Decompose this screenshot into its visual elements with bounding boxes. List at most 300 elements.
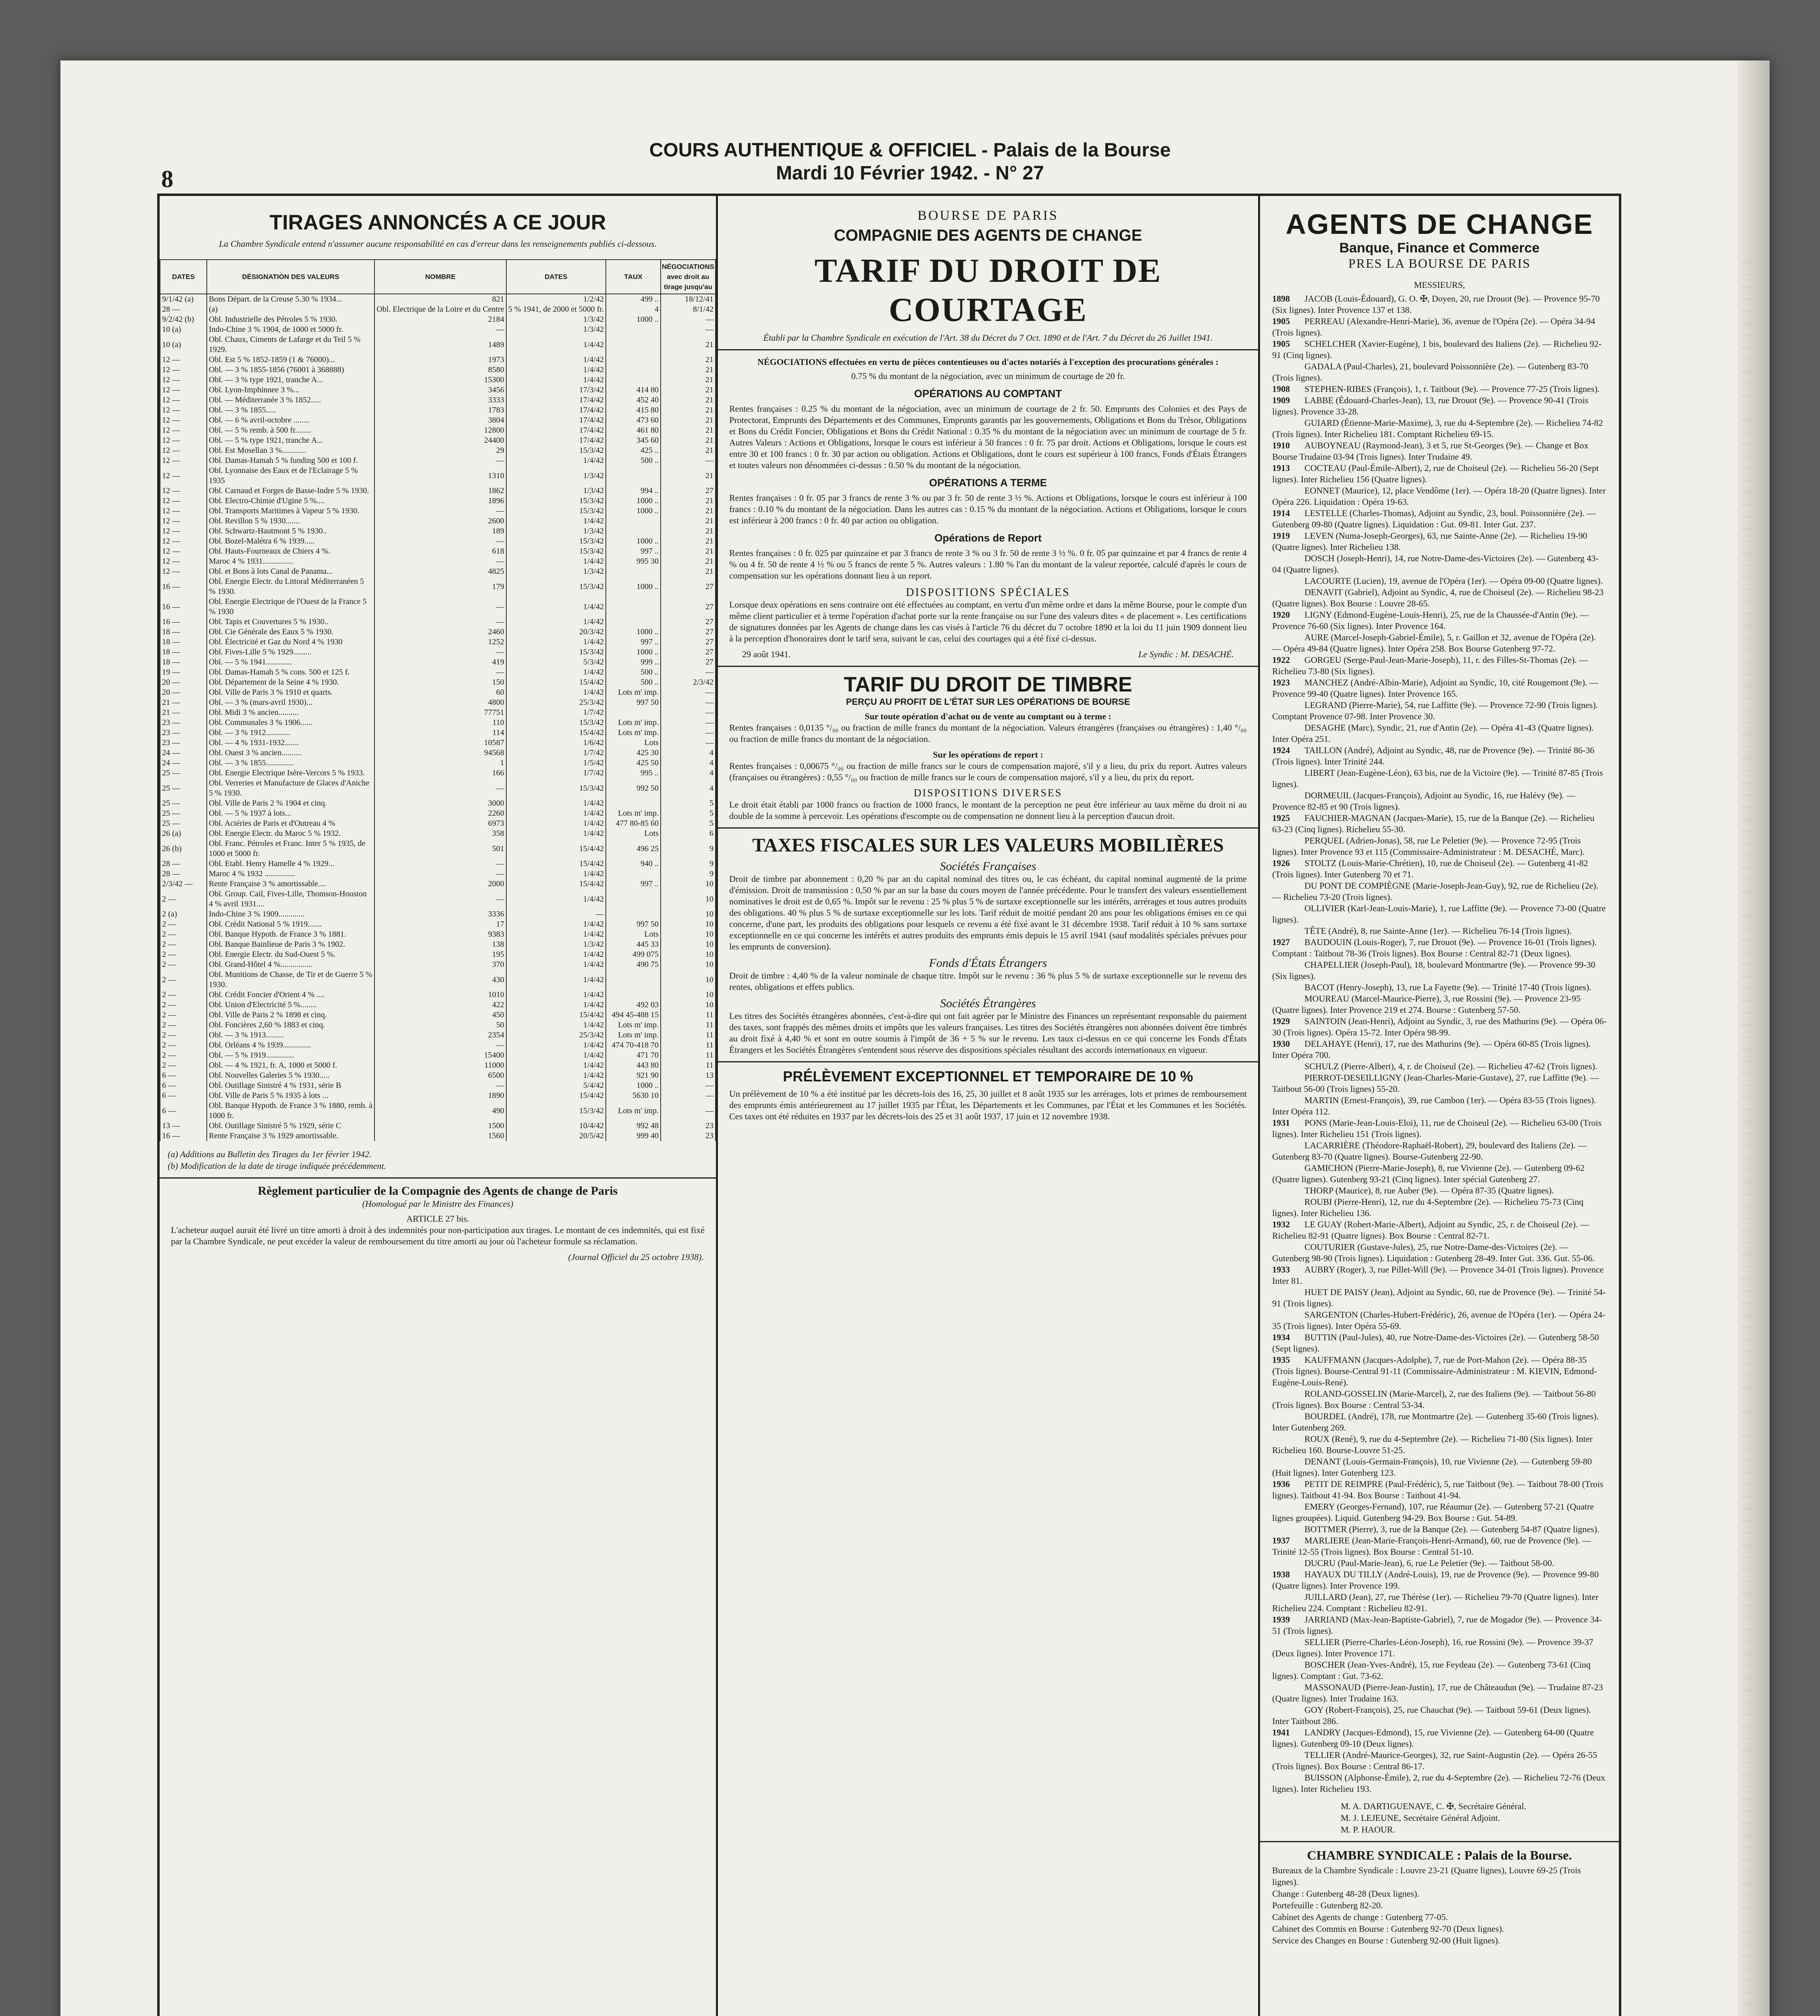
table-cell: Obl. Munitions de Chasse, de Tir et de Guerre 5 % 1930. [207, 970, 374, 990]
page-header [0, 101, 1820, 192]
report-title: Opérations de Report [934, 532, 1042, 544]
table-cell: Obl. Energie Electr. du Littoral Méditerranéen 5 % 1930. [207, 577, 374, 597]
agent-year: 1939 [1272, 1614, 1290, 1624]
table-cell: 15/4/42 [506, 859, 606, 869]
table-cell: Obl. Lyonnaise des Eaux et de l'Eclairage 5 % 1935 [207, 466, 374, 486]
table-row [160, 466, 716, 486]
table-cell: 501 [374, 839, 506, 859]
table-cell: Obl. — 3 % 1912............ [207, 728, 374, 738]
agent-text: MOUREAU (Marcel-Maurice-Pierre), 3, rue Rossini (9e). — Provence 23-95 (Quatre lignes). Inter Provence 219 et 274. Bourse : Gutenberg 57-50. [1272, 993, 1581, 1015]
table-cell: 18 — [160, 637, 207, 647]
table-cell: 25 — [160, 778, 207, 798]
table-cell: 20/5/42 [506, 1131, 606, 1141]
table-cell: 490 [374, 1101, 506, 1121]
table-cell: 17/4/42 [506, 425, 606, 435]
table-cell: 24 — [160, 758, 207, 768]
table-cell: 21 [661, 536, 716, 546]
table-row [160, 536, 716, 546]
table-cell: 1000 .. [606, 577, 661, 597]
chambre-lines [1272, 1864, 1607, 1946]
table-row [160, 294, 716, 304]
table-cell: 445 33 [606, 939, 661, 950]
table-cell: 425 30 [606, 748, 661, 758]
table-row [160, 818, 716, 829]
table-cell: 997 .. [606, 879, 661, 889]
col-designation: DÉSIGNATION DES VALEURS [207, 260, 374, 294]
agent-entry [1272, 767, 1607, 790]
table-row [160, 446, 716, 456]
table-row [160, 939, 716, 950]
table-cell: 21 [661, 335, 716, 355]
table-row [160, 1040, 716, 1050]
header-date: Mardi 10 Février 1942. - N° 27 [776, 162, 1044, 184]
table-cell: 499 075 [606, 950, 661, 960]
table-cell: 15/4/42 [506, 677, 606, 687]
agent-entry [1272, 835, 1607, 858]
table-row [160, 950, 716, 960]
table-cell: 995 30 [606, 556, 661, 566]
table-cell: Obl. Nouvelles Galeries 5 % 1930..... [207, 1070, 374, 1081]
table-cell: 1/4/42 [506, 456, 606, 466]
agent-text: LEVEN (Numa-Joseph-Georges), 63, rue Sainte-Anne (2e). — Richelieu 19-90 (Quatre lignes). Inter Richelieu 138. [1272, 531, 1587, 552]
table-cell: 1/4/42 [506, 889, 606, 909]
table-cell [606, 889, 661, 909]
agent-text: MARLIERE (Jean-Marie-François-Henri-Armand), 60, rue de Provence (9e). — Trinité 12-55 (Trois lignes). Box Bourse : Central 51-10. [1272, 1535, 1591, 1557]
table-row [160, 698, 716, 708]
table-cell: 992 48 [606, 1121, 661, 1131]
table-cell: Obl. et Bons à lots Canal de Panama... [207, 566, 374, 577]
table-cell: 2 — [160, 919, 207, 929]
table-cell: — [661, 738, 716, 748]
agent-text: BACOT (Henry-Joseph), 13, rue La Fayette (9e). — Trinité 17-40 (Trois lignes). [1304, 982, 1591, 992]
signature-line [742, 648, 1234, 660]
agent-year: 1905 [1272, 339, 1290, 349]
table-cell: Obl. Etabl. Henry Hamelle 4 % 1929... [207, 859, 374, 869]
agent-entry [1272, 1659, 1607, 1682]
table-cell: 1/3/42 [506, 314, 606, 325]
reglement-text: L'acheteur auquel aurait été livré un titre amorti à droit à des indemnités pour non-participation aux tirages. Le montant de ces indemnités, qui est fixé par la Chambre Syndicale, ne peut excéder la valeur de remboursement du titre amorti au jour où l'acheteur formule sa réclamation. [171, 1225, 705, 1246]
table-cell: 9 [661, 869, 716, 879]
table-cell: 2460 [374, 627, 506, 637]
table-row [160, 687, 716, 698]
table-cell: Obl. — 3 % 1913......... [207, 1030, 374, 1040]
table-cell: 921 90 [606, 1070, 661, 1081]
agent-text: MASSONAUD (Pierre-Jean-Justin), 17, rue de Châteaudun (9e). — Trudaine 87-23 (Quatre lignes). Inter Trudaine 163. [1272, 1682, 1603, 1704]
agent-entry [1272, 440, 1607, 462]
col-negociations: NÉGOCIATIONS avec droit au tirage jusqu'au [661, 260, 716, 294]
table-cell: 2 — [160, 990, 207, 1000]
table-cell: Obl. Fives-Lille 5 % 1929......... [207, 647, 374, 657]
table-cell: Rente Française 3 % amortissable.... [207, 879, 374, 889]
table-cell: Lots m' imp. [606, 687, 661, 698]
table-cell: 452 40 [606, 395, 661, 405]
table-cell: 1/7/42 [506, 708, 606, 718]
table-cell: Obl. Banque Hypoth. de France 3 % 1881. [207, 929, 374, 939]
table-cell: 21 [661, 496, 716, 506]
table-cell: 179 [374, 577, 506, 597]
agent-entry [1272, 880, 1607, 903]
timbre-sub: PERÇU AU PROFIT DE L'ÉTAT SUR LES OPÉRATIONS DE BOURSE [846, 697, 1130, 707]
courtage-note: Établi par la Chambre Syndicale en exécution de l'Art. 38 du Décret du 7 Oct. 1890 et de l'Art. 7 du Décret du 26 Juillet 1941. [763, 333, 1213, 343]
table-cell: 1310 [374, 466, 506, 486]
agent-text: SARGENTON (Charles-Hubert-Frédéric), 26, avenue de l'Opéra (1er). — Opéra 24-35 (Trois lignes). Inter Opéra 55-69. [1272, 1310, 1606, 1331]
table-cell: Obl. Orléans 4 % 1939.............. [207, 1040, 374, 1050]
table-cell: 21 [661, 446, 716, 456]
table-row [160, 556, 716, 566]
table-cell: 1/4/42 [506, 829, 606, 839]
table-cell: 500 .. [606, 667, 661, 677]
table-cell: 11 [661, 1030, 716, 1040]
tirages-title: TIRAGES ANNONCÉS A CE JOUR [269, 211, 606, 234]
table-cell: 27 [661, 627, 716, 637]
table-cell: Lots m' imp. [606, 1101, 661, 1121]
table-cell: 24 — [160, 748, 207, 758]
table-cell: 461 80 [606, 425, 661, 435]
table-cell: 1/4/42 [506, 1070, 606, 1081]
agent-entry [1272, 1456, 1607, 1479]
table-cell: 12 — [160, 435, 207, 446]
agent-text: STOLTZ (Louis-Marie-Chrétien), 10, rue de Choiseul (2e). — Gutenberg 41-82 (Trois lignes). Inter Gutenberg 70 et 71. [1272, 858, 1588, 879]
table-cell: Obl. Bozel-Malétra 6 % 1939..... [207, 536, 374, 546]
agent-entry [1272, 677, 1607, 700]
table-cell: 12 — [160, 375, 207, 385]
table-cell: 477 80-85 60 [606, 818, 661, 829]
table-cell: 11 [661, 1040, 716, 1050]
agent-entry [1272, 1591, 1607, 1614]
courtage-title: TARIF DU DROIT DE COURTAGE [814, 252, 1162, 329]
table-cell: 10 [661, 929, 716, 939]
table-cell: 10 [661, 950, 716, 960]
table-cell: 821 [374, 294, 506, 304]
table-cell: — [374, 667, 506, 677]
agent-text: LESTELLE (Charles-Thomas), Adjoint au Syndic, 23, boul. Poissonnière (2e). — Gutenberg 09-80 (Quatre lignes). Liquidation : Gut. 09-81. Inter Gut. 237. [1272, 508, 1596, 529]
agent-text: DESAGHE (Marc), Syndic, 21, rue d'Antin (2e). — Opéra 41-43 (Quatre lignes). Inter Opéra 251. [1272, 723, 1594, 744]
table-cell: Obl. Chaux, Ciments de Lafarge et du Teil 5 % 1929. [207, 335, 374, 355]
table-cell: 450 [374, 1010, 506, 1020]
secretary-haour: M. P. HAOUR. [1341, 1824, 1396, 1835]
agent-year: 1937 [1272, 1535, 1290, 1545]
table-cell: 1973 [374, 355, 506, 365]
agent-year: 1898 [1272, 294, 1290, 304]
table-cell: 6 [661, 829, 716, 839]
table-cell: Obl. — 4 % 1931-1932....... [207, 738, 374, 748]
agent-text: TAILLON (André), Adjoint au Syndic, 48, rue de Provence (9e). — Trinité 86-36 (Trois lignes). Inter Trinité 244. [1272, 745, 1595, 766]
table-cell: Obl. Banque Bainlieue de Paris 3 % 1902. [207, 939, 374, 950]
table-cell: 18 — [160, 657, 207, 667]
dispositions-title: DISPOSITIONS SPÉCIALES [906, 586, 1070, 599]
table-cell: 16 — [160, 597, 207, 617]
table-cell: 15/3/42 [506, 546, 606, 556]
agent-text: AUBOYNEAU (Raymond-Jean), 3 et 5, rue St-Georges (9e). — Change et Box Bourse Trudaine 03-94 (Trois lignes). Inter Trudaine 49. [1272, 440, 1589, 462]
table-cell: 195 [374, 950, 506, 960]
agent-entry [1272, 722, 1607, 745]
table-cell: 1/6/42 [506, 738, 606, 748]
table-row [160, 1020, 716, 1030]
table-cell: 1010 [374, 990, 506, 1000]
table-cell: 15/3/42 [506, 506, 606, 516]
table-cell: 1/3/42 [506, 486, 606, 496]
table-cell: 27 [661, 617, 716, 627]
table-cell: 50 [374, 1020, 506, 1030]
agent-entry [1272, 1196, 1607, 1219]
table-cell: Obl. Franc. Pétroles et Franc. Inter 5 % 1935, de 1000 et 5000 fr. [207, 839, 374, 859]
table-cell: 16 — [160, 617, 207, 627]
agent-entry [1272, 1535, 1607, 1558]
table-cell: 11000 [374, 1060, 506, 1070]
table-cell: 8/1/42 [661, 304, 716, 314]
taxes-title: TAXES FISCALES SUR LES VALEURS MOBILIÈRES [752, 835, 1224, 856]
table-cell [606, 869, 661, 879]
table-cell: 2 — [160, 889, 207, 909]
table-cell: 2 — [160, 1020, 207, 1030]
table-row [160, 1131, 716, 1141]
table-cell: 25 — [160, 768, 207, 778]
table-cell: 150 [374, 677, 506, 687]
table-cell: 994 .. [606, 486, 661, 496]
table-cell [606, 526, 661, 536]
agent-text: SELLIER (Pierre-Charles-Léon-Joseph), 16, rue Rossini (9e). — Provence 39-37 (Deux lignes). Inter Provence 171. [1272, 1637, 1593, 1658]
agent-entry [1272, 858, 1607, 880]
table-cell: 17/4/42 [506, 395, 606, 405]
table-cell: Obl. Verreries et Manufacture de Glaces d'Aniche 5 % 1930. [207, 778, 374, 798]
table-cell: 23 — [160, 728, 207, 738]
table-row [160, 425, 716, 435]
table-cell: — [661, 1091, 716, 1101]
table-cell: 9/1/42 (a) [160, 294, 207, 304]
agent-text: THORP (Maurice), 8, rue Auber (9e). — Opéra 87-35 (Quatre lignes). [1304, 1185, 1554, 1195]
agent-entry [1272, 1637, 1607, 1659]
agent-text: LEGRAND (Pierre-Marie), 54, rue Laffitte (9e). — Provence 72-90 (Trois lignes). Comptant Provence 07-98. Inter Provence 30. [1272, 700, 1598, 721]
table-cell: 12 — [160, 405, 207, 415]
table-cell: 1/4/42 [506, 808, 606, 818]
table-cell: 10 [661, 909, 716, 919]
table-cell: 1/4/42 [506, 798, 606, 808]
table-cell: Obl. Outillage Sinistré 4 % 1931, série B [207, 1081, 374, 1091]
agent-entry [1272, 530, 1607, 553]
table-cell: Maroc 4 % 1932 ............... [207, 869, 374, 879]
table-cell: 10 (a) [160, 335, 207, 355]
agent-entry [1272, 1332, 1607, 1354]
agent-entry [1272, 1117, 1607, 1140]
table-cell: 12 — [160, 516, 207, 526]
agent-text: DU PONT DE COMPIÈGNE (Marie-Joseph-Jean-Guy), 92, rue de Richelieu (2e). — Richelieu 73-20 (Trois lignes). [1272, 881, 1599, 902]
agent-entry [1272, 508, 1607, 530]
agent-entry [1272, 1095, 1607, 1117]
table-row [160, 808, 716, 818]
chambre-title: CHAMBRE SYNDICALE : Palais de la Bourse. [1307, 1848, 1572, 1862]
agent-entry [1272, 1061, 1607, 1072]
agent-text: GORGEU (Serge-Paul-Jean-Marie-Joseph), 11, r. des Filles-St-Thomas (2e). — Richelieu 73-80 (Six lignes). [1272, 655, 1588, 676]
table-cell: Obl. — 3 % type 1921, tranche A... [207, 375, 374, 385]
table-cell: 25/3/42 [506, 1030, 606, 1040]
table-cell: 419 [374, 657, 506, 667]
table-cell: 12 — [160, 446, 207, 456]
table-row [160, 506, 716, 516]
table-row [160, 1121, 716, 1131]
table-cell: 27 [661, 647, 716, 657]
table-cell: 1/4/42 [506, 1000, 606, 1010]
agent-year: 1931 [1272, 1118, 1290, 1128]
table-row [160, 657, 716, 667]
table-cell: Obl. — 5 % type 1921, tranche A... [207, 435, 374, 446]
agent-entry [1272, 1016, 1607, 1038]
table-cell: 2 (a) [160, 909, 207, 919]
agent-text: ROUBI (Pierre-Henri), 12, rue du 4-Septembre (2e). — Richelieu 75-73 (Cinq lignes). Inter Richelieu 136. [1272, 1197, 1584, 1218]
agent-text: BOURDEL (André), 178, rue Montmartre (2e). — Gutenberg 35-60 (Trois lignes). Inter Gutenberg 269. [1272, 1411, 1599, 1433]
table-cell: 15/4/42 [506, 1010, 606, 1020]
table-cell: — [661, 314, 716, 325]
agent-entry [1272, 1569, 1607, 1591]
table-cell: Obl. Tapis et Couvertures 5 % 1930.. [207, 617, 374, 627]
tirages-column [160, 196, 718, 2016]
agent-entry [1272, 1501, 1607, 1524]
table-cell: Lots m' imp. [606, 728, 661, 738]
page-number: 8 [161, 166, 173, 192]
table-cell: 997 .. [606, 637, 661, 647]
agent-text: STEPHEN-RIBES (François), 1, r. Taitbout (9e). — Provence 77-25 (Trois lignes). [1304, 384, 1600, 394]
table-cell: — [661, 718, 716, 728]
table-row [160, 859, 716, 869]
table-cell: 997 50 [606, 919, 661, 929]
table-row [160, 738, 716, 748]
table-cell: 17/4/42 [506, 415, 606, 425]
agent-text: GAMICHON (Pierre-Marie-Joseph), 8, rue Vivienne (2e). — Gutenberg 09-62 (Quatre lignes). Gutenberg 93-21 (Cinq lignes). Inter spécial Gutenberg 27. [1272, 1163, 1585, 1184]
table-cell: 500 .. [606, 456, 661, 466]
agents-column [1260, 196, 1619, 2016]
table-cell: 1/3/42 [506, 325, 606, 335]
secretary-adjoint: M. J. LEJEUNE, Secrétaire Général Adjoint. [1341, 1813, 1500, 1823]
table-cell: 17 [374, 919, 506, 929]
table-cell: 20/3/42 [506, 627, 606, 637]
syndic-line: Le Syndic : M. DESACHÉ. [1138, 649, 1234, 659]
table-cell: Obl. Group. Cail, Fives-Lille, Thomson-Houston 4 % avril 1931.... [207, 889, 374, 909]
secretary-general: M. A. DARTIGUENAVE, C. ✠, Secrétaire Général. [1341, 1801, 1527, 1811]
agent-entry [1272, 700, 1607, 722]
table-cell: — [374, 556, 506, 566]
agent-entry [1272, 293, 1607, 316]
table-row [160, 869, 716, 879]
comptant-text: Rentes françaises : 0.25 % du montant de la négociation, avec un minimum de courtage de 2 fr. 50. Emprunts des Colonies et des Pays de Protectorat, Emprunts des Départements et des Communes, Emprunts garantis par les gouvernements, Obligations et Bons du Trésor, Obligations et Bons du Crédit Foncier, Obligations et Bons du Crédit National : 0.35 % du montant de la négociation avec un minimum de courtage de 5 fr. Autres Valeurs : Actions et Obligations, lorsque le cours est inférieur à 50 frances : 0 fr. 75 par droit. Actions et Obligations, lorsque le cours est entre 30 et 100 francs : 0 fr. 30 par action ou obligation. Actions et Obligations, dont le cours est supérieur à 100 francs, Fonds d'États Étrangers et toutes valeurs non dénommées ci-dessus : 0.50 % du montant de la négociation. [729, 404, 1247, 470]
table-cell: Obl. Crédit Foncier d'Orient 4 % .... [207, 990, 374, 1000]
table-cell: 1/3/42 [506, 526, 606, 536]
bourse-company: COMPAGNIE DES AGENTS DE CHANGE [834, 227, 1142, 244]
table-cell: 2 — [160, 1000, 207, 1010]
chambre-line: Cabinet des Agents de change : Gutenberg 77-05. [1272, 1912, 1448, 1922]
agent-entry [1272, 1727, 1607, 1749]
agent-text: PIERROT-DESEILLIGNY (Jean-Charles-Marie-Gustave), 27, rue Laffitte (9e). — Taitbout 56-00 (Trois lignes) 55-20. [1272, 1073, 1599, 1094]
table-cell: Obl. Ville de Paris 2 % 1898 et cinq. [207, 1010, 374, 1020]
table-cell: 370 [374, 960, 506, 970]
agent-text: LABBE (Édouard-Charles-Jean), 13, rue Drouot (9e). — Provence 90-41 (Trois lignes). Provence 33-28. [1272, 395, 1589, 417]
table-cell [606, 617, 661, 627]
agent-entry [1272, 654, 1607, 677]
table-cell: — [661, 708, 716, 718]
table-row [160, 335, 716, 355]
societes-fr-title: Sociétés Françaises [940, 860, 1036, 873]
table-row [160, 546, 716, 556]
table-row [160, 1070, 716, 1081]
bourse-kicker: BOURSE DE PARIS [917, 208, 1059, 223]
table-cell: 21 [661, 556, 716, 566]
agent-text: HAYAUX DU TILLY (André-Louis), 19, rue de Provence (9e). — Provence 99-80 (Quatre lignes). Inter Provence 199. [1272, 1569, 1599, 1591]
negociations-head: NÉGOCIATIONS effectuées en vertu de pièces contentieuses ou d'actes notariés à l'exception des procurations générales : [757, 357, 1219, 367]
table-cell: 2 — [160, 929, 207, 939]
table-cell: 4 [606, 304, 661, 314]
table-cell: 9/2/42 (b) [160, 314, 207, 325]
table-cell [606, 566, 661, 577]
table-cell: (a) [207, 304, 374, 314]
agent-year: 1926 [1272, 858, 1290, 868]
agent-year: 1934 [1272, 1332, 1290, 1342]
table-cell: 1/3/42 [506, 566, 606, 577]
table-cell: Obl. Electrique de la Loire et du Centre [374, 304, 506, 314]
agent-entry [1272, 338, 1607, 361]
table-cell: 4825 [374, 566, 506, 577]
table-cell: 1000 .. [606, 1081, 661, 1091]
table-cell: 1/4/42 [506, 637, 606, 647]
agents-list [1260, 293, 1619, 1795]
table-cell: 2 — [160, 960, 207, 970]
agent-text: PETIT DE REIMPRE (Paul-Frédéric), 5, rue Taitbout (9e). — Taitbout 78-00 (Trois lignes). Taitbout 41-94. Box Bourse : Taitbout 41-94. [1272, 1479, 1604, 1500]
agent-entry [1272, 587, 1607, 609]
table-cell: 138 [374, 939, 506, 950]
table-cell: 11 [661, 1060, 716, 1070]
table-cell: — [374, 1081, 506, 1091]
agent-text: DENAVIT (Gabriel), Adjoint au Syndic, 4, rue de Choiseul (2e). — Richelieu 98-23 (Quatre lignes). Box Bourse : Louvre 28-65. [1272, 587, 1604, 608]
table-cell: 1/4/42 [506, 1040, 606, 1050]
table-cell: 5 [661, 798, 716, 808]
table-cell: 12 — [160, 556, 207, 566]
societes-fr-text: Droit de timbre par abonnement : 0,20 % par an du capital nominal des titres ou, le cas échéant, du capital nominal augmenté de la prime d'émission. Droit de transmission : 0,50 % par an sur la base du cours moyen de l'année précédente. Pour le transfert des valeurs essentiellement nominatives le droit est de 0,65 %. Impôt sur le revenu : 25 % plus 5 % de surtaxe exceptionnelle sur les intérêts, arrérages et tous autres produits des obligations. 40 % plus 5 % de surtaxe exceptionnelle sur les lots. Tarif réduit de moitié pendant 20 ans pour les obligations émises en ce qui concerne, d'une part, les produits des obligations pour lesquels ce revenu a été fixé avant le 31 décembre 1938. Tarif réduit à 10 % sans surtaxe exceptionnelle en ce qui concerne les intérêts et autres produits des emprunts émis depuis le 15 avril 1941 (sauf modalités spéciales prévues pour les emprunts de conversion). [729, 874, 1247, 952]
agent-entry [1272, 1264, 1607, 1287]
table-cell: 26 (a) [160, 829, 207, 839]
table-cell: Lots m' imp. [606, 808, 661, 818]
table-cell: Obl. — 3 % 1855.............. [207, 758, 374, 768]
agent-text: JARRIAND (Max-Jean-Baptiste-Gabriel), 7, rue de Mogador (9e). — Provence 34-51 (Trois lignes). [1272, 1614, 1602, 1636]
table-cell: 15300 [374, 375, 506, 385]
table-cell: Lots m' imp. [606, 1020, 661, 1030]
table-cell: 358 [374, 829, 506, 839]
table-row [160, 909, 716, 919]
table-cell [606, 970, 661, 990]
table-cell: 500 .. [606, 677, 661, 687]
table-cell: 27 [661, 577, 716, 597]
agent-entry [1272, 1140, 1607, 1162]
table-cell: Obl. Carnaud et Forges de Basse-Indre 5 % 1930. [207, 486, 374, 496]
table-cell: — [374, 647, 506, 657]
table-cell: 1000 .. [606, 536, 661, 546]
agent-text: LIBERT (Jean-Eugène-Léon), 63 bis, rue de la Victoire (9e). — Trinité 87-85 (Trois lignes). [1272, 768, 1603, 789]
table-cell: 1783 [374, 405, 506, 415]
table-cell: 25 — [160, 798, 207, 808]
table-cell: 1/4/42 [506, 818, 606, 829]
prelevement-text: Un prélèvement de 10 % a été institué par les décrets-lois des 16, 25, 30 juillet et 8 août 1935 sur les arrérages, lots et primes de remboursement des emprunts émis antérieurement au 17 juillet 1935 par l'État, les Départements et les Communes, par l'État et les Communes et les Sociétés. Ces taxes ont été réduites en 1937 par les décrets-lois des 25 et 31 août 1937, 17 juin et 12 novembre 1938. [729, 1089, 1247, 1121]
table-cell: Obl. Est 5 % 1852-1859 (1 & 76000)... [207, 355, 374, 365]
table-cell: 6 — [160, 1091, 207, 1101]
table-row [160, 758, 716, 768]
table-cell [606, 708, 661, 718]
table-row [160, 647, 716, 657]
table-cell: Lots m' imp. [606, 1030, 661, 1040]
table-cell: 492 03 [606, 1000, 661, 1010]
table-row [160, 375, 716, 385]
table-cell: 13 [661, 1070, 716, 1081]
table-cell: — [374, 456, 506, 466]
table-cell: 21 [661, 506, 716, 516]
table-cell: 1/4/42 [506, 516, 606, 526]
agent-text: TÊTE (André), 8, rue Sainte-Anne (1er). — Richelieu 76-14 (Trois lignes). [1304, 926, 1572, 936]
table-cell: 1/4/42 [506, 687, 606, 698]
